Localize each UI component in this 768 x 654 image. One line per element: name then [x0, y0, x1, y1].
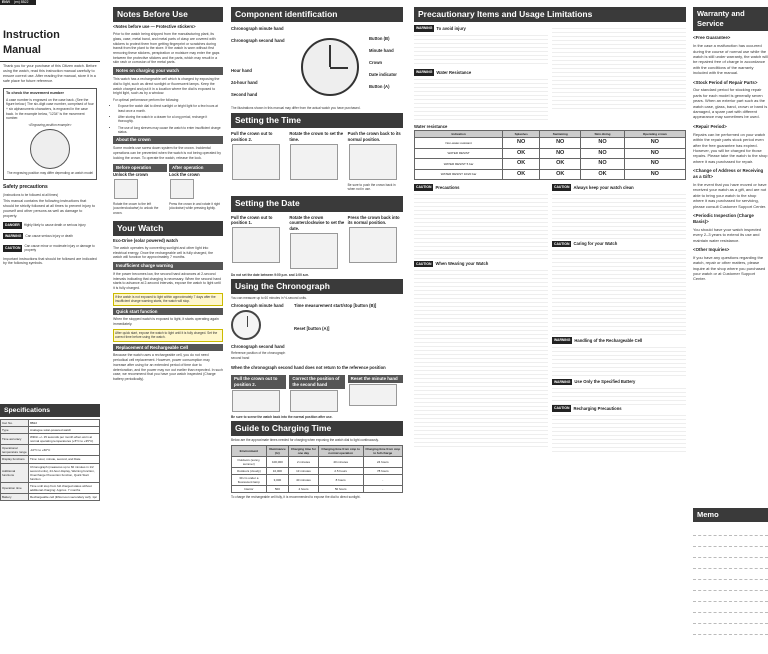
caution-badge-5: CAUTION — [554, 406, 570, 411]
engraving-caption: <Engraving position example> — [28, 122, 72, 127]
correction-step-1 — [231, 373, 286, 413]
column-intro — [0, 0, 100, 499]
chronograph-instructions — [294, 303, 403, 362]
caution-badge-4: CAUTION — [554, 241, 570, 246]
chronograph-watch-illustration — [231, 310, 261, 340]
specified-battery-row — [552, 379, 686, 386]
optimal-performance-text: For optimal performance perform the following: — [113, 97, 180, 102]
label-24-hour-hand: 24-hour hand — [231, 80, 258, 86]
time-side-note: Be sure to push the crown back in when not in use. — [347, 182, 396, 191]
charging-cell: - — [363, 486, 402, 493]
charging-cell: 2 minutes — [289, 456, 319, 467]
charging-row — [232, 456, 403, 467]
time-step-2 — [289, 131, 344, 193]
correction-step-1-image — [232, 390, 280, 412]
safety-header: Safety precautions — [3, 184, 48, 191]
charging-cell: 24 hours — [363, 456, 402, 467]
time-step-1-image — [232, 144, 280, 180]
label-button-a: Button (A) — [369, 84, 390, 90]
about-crown-text: Some models use screw down system for the crown. Incidental operations can be prevented when the watch is not being operated by locking the crown. To operate the watch, release the lock. — [113, 146, 221, 160]
specifications-table — [0, 419, 100, 501]
time-step-2-image — [290, 144, 338, 180]
danger-row — [3, 221, 97, 229]
date-step-3 — [348, 215, 403, 270]
charging-cell: 40 minutes — [289, 474, 319, 485]
spec-label: Display functions — [1, 456, 29, 463]
quick-start-title: Quick start function — [113, 308, 223, 316]
warning-badge-4: WARNING — [554, 379, 571, 384]
water-col-header: Operating crown — [624, 131, 685, 138]
caution-precautions-row — [414, 184, 548, 191]
avoid-injury-text-block — [414, 32, 548, 67]
charging-row — [232, 474, 403, 485]
water-cell: NO — [581, 148, 624, 158]
charging-row — [232, 486, 403, 493]
intro-text: Thank you for your purchase of this Citizen watch. Before using the watch, read this instruction manual carefully to ensure correct use. After reading the manual, store it in a safe place for future reference. — [3, 63, 97, 83]
warranty-item-text: Repairs can be performed on your watch within the repair parts stock period even after the free guarantee has expired. However, you will be charged for those repairs. Please take the watch to the shop where it was purchased for repair. — [693, 131, 768, 164]
insufficient-charge-title: Insufficient charge warning — [113, 262, 223, 270]
warranty-item-title: <Repair Period> — [693, 123, 727, 129]
spec-label: Cal. No. — [1, 420, 29, 427]
warning-row — [3, 232, 97, 240]
water-cell: OK — [503, 159, 540, 169]
charging-col-header: Charging time from stop to full charge — [363, 445, 402, 456]
date-step-1 — [231, 215, 286, 270]
charging-cell: 4 hours — [289, 486, 319, 493]
date-step-1-label: Pull the crown out to position 1. — [231, 214, 273, 226]
water-resistance-title: Water Resistance — [436, 69, 472, 75]
charging-cell: 500 — [266, 486, 289, 493]
spec-value: Within +/- 15 seconds per month when worn at normal operating temperatures (+5°C to +35°C) — [29, 434, 100, 445]
time-step-3-label: Push the crown back to its normal position. — [347, 131, 401, 142]
check-movement-text: A case number is engraved on the case back. (See the figure below.) The six-digit case number, comprised of four + six alphanumeric characters, is engraved in the case back. In the example below, "1234" is the movement number. — [6, 97, 94, 121]
lock-crown-title: Lock the crown — [169, 172, 200, 178]
water-row-label: WATER RESIST 5 bar — [415, 159, 503, 169]
warranty-item-title: <Periodic Inspection (Charge Basis)> — [693, 212, 754, 224]
charging-cell: 30 cm under a fluorescent lamp — [232, 474, 267, 485]
water-cell: NO — [503, 138, 540, 148]
keep-clean-title: Always keep your watch clean — [573, 184, 634, 190]
avoid-injury-row — [414, 25, 548, 32]
column-precautions — [414, 0, 686, 452]
replacement-cell-text: Because the watch uses a rechargeable cell, you do not need periodical cell replacement. However, power consumption may increase after using for an extended period of time due to deterioration, and the power may run out earlier than expected. In such case, we recommend that you have your watch inspected (Charge battery periodically). — [113, 353, 223, 382]
time-step-1 — [231, 131, 286, 193]
warning-badge-2: WARNING — [416, 70, 433, 75]
water-table-title: Water resistance — [414, 123, 448, 129]
charging-col-header: Charging time for one day — [289, 445, 319, 456]
chronograph-intro: You can measure up to 60 minutes in ½-second units. — [231, 296, 307, 301]
warning-badge-1: WARNING — [416, 26, 433, 31]
correction-step-3 — [348, 373, 403, 413]
manual-title: Instruction Manual — [0, 25, 100, 62]
warning-badge: WARNING — [5, 233, 22, 238]
specifications-header: Specifications — [0, 404, 100, 417]
warranty-items — [693, 35, 768, 282]
unlock-crown-text: Rotate the crown to the left (counterclockwise) to unlock the crown. — [113, 201, 159, 215]
about-crown-title: About the crown — [113, 136, 223, 144]
spec-row — [1, 434, 100, 445]
spec-value: Time until stop from full charged status without additional charging: Approx. 7 months — [29, 482, 100, 493]
spec-label: Battery — [1, 493, 29, 500]
precautions-top — [414, 25, 686, 120]
water-cell: OK — [540, 169, 581, 179]
warranty-item-text: You should have your watch inspected every 2–3 years to extend its use and maintain water resistance. — [693, 226, 762, 243]
insufficient-charge-text: If the power becomes low, the second hand advances at 2-second intervals indicating that charging is necessary. When the second hand starts to advance at 2-second intervals, expose the watch to light until it is fully charged. — [113, 272, 222, 291]
spec-label: Time accuracy — [1, 434, 29, 445]
bullet-item: • After storing the watch in a drawer for a long period, recharge it thoroughly. — [118, 115, 223, 124]
charging-cell: Outdoors (cloudy) — [232, 467, 267, 474]
water-cell: NO — [624, 148, 685, 158]
rechargeable-cell-row — [552, 337, 686, 344]
crown-operations — [113, 162, 223, 217]
bullet-item: • Expose the watch dial to direct sunlight or bright light for a few hours at least once a month. — [118, 104, 223, 113]
label-date-indicator: Date indicator — [369, 72, 397, 78]
recharging-precautions-text — [552, 412, 686, 452]
keep-clean-row — [552, 184, 686, 191]
caring-row — [552, 241, 686, 248]
warning-text: Can cause serious injury or death — [25, 233, 73, 238]
precautions-right — [552, 25, 686, 120]
water-row-label: WATER RESIST 10/20 bar — [415, 169, 503, 179]
water-row — [415, 169, 686, 179]
correction-step-3-label: Reset the minute hand — [348, 375, 403, 383]
case-back-illustration — [30, 129, 70, 169]
caution-badge-1: CAUTION — [416, 185, 432, 190]
water-cell: NO — [581, 159, 624, 169]
before-operation-title: Before operation — [113, 164, 167, 172]
time-step-1-label: Pull the crown out to position 2. — [231, 131, 273, 142]
date-step-1-image — [232, 227, 280, 263]
correction-step-3-image — [349, 384, 397, 406]
label-chronograph-second-hand: Chronograph second hand — [231, 38, 285, 44]
memo-lines — [693, 525, 768, 635]
measure-start-stop-title: Time measurement start/stop [button (B)] — [294, 302, 377, 308]
spec-row — [1, 482, 100, 493]
specifications-section — [0, 404, 100, 501]
water-row — [415, 148, 686, 158]
charging-cell: 2.5 hours — [318, 467, 363, 474]
replacement-cell-title: Replacement of Rechargeable Cell — [113, 344, 223, 352]
water-col-header: Swimming — [540, 131, 581, 138]
chronograph-reference-label: Reference position of the chronograph second hand — [231, 351, 286, 360]
charging-guide-header: Guide to Charging Time — [231, 421, 403, 436]
recharging-precautions-row — [552, 405, 686, 412]
date-step-2-label: Rotate the crown counterclockwise to set the date. — [289, 214, 345, 232]
bullet-item: • The use of long sleeves may cause the watch to enter insufficient charge status. — [118, 126, 223, 135]
charging-cell: 3,000 — [266, 474, 289, 485]
charging-cell: 8 hours — [318, 474, 363, 485]
correction-step-2-image — [290, 390, 338, 412]
time-step-2-label: Rotate the crown to set the time. — [289, 131, 344, 142]
water-cell: OK — [503, 148, 540, 158]
danger-text: Highly likely to cause death or serious injury — [23, 223, 86, 228]
spec-value: Time: Hour, minute, second, and Date — [29, 456, 100, 463]
optimal-bullets — [113, 104, 223, 134]
charging-col-header: Environment — [232, 445, 267, 456]
reset-title: Reset [button (A)] — [294, 326, 330, 332]
warranty-header: Warranty and Service — [693, 7, 768, 31]
quick-start-note: After quick start, expose the watch to light until it is fully charged. Set the correct time before using the watch. — [113, 329, 223, 342]
label-minute-hand: Minute hand — [369, 48, 394, 54]
time-step-3 — [348, 131, 403, 193]
spec-value: 8B22 — [29, 420, 100, 427]
movement-number-box — [3, 88, 97, 181]
protective-stickers-text: Prior to the watch being shipped from the manufacturing plant, its glass, case, metal band, and metal parts of clasp are covered with stickers to protect them from getting fingerprint or scratches during transit from the plant to the store. If the watch is worn without first removing these stickers, perspiration or moisture may enter the gaps between the protective stickers and the parts, which may result in a skin rash or corrosion of the metal parts. — [113, 32, 220, 65]
symbols-note: Important instructions that should be followed are indicated by the following symbols. — [3, 256, 97, 266]
chronograph-labels — [231, 303, 291, 362]
column-warranty — [693, 0, 768, 519]
water-cell: NO — [624, 169, 685, 179]
component-identification-header: Component identification — [231, 7, 403, 22]
water-resistance-row — [414, 69, 548, 76]
date-step-2-image — [290, 233, 338, 269]
warning-badge-3: WARNING — [554, 338, 571, 343]
eco-drive-title: Eco-Drive (solar powered) watch — [113, 238, 178, 244]
caring-title: Caring for your Watch — [573, 241, 618, 247]
setting-date-header: Setting the Date — [231, 196, 403, 211]
chronograph-caution-title: When the chronograph second hand does not return to the reference position — [231, 365, 386, 371]
water-cell: NO — [581, 138, 624, 148]
spec-row — [1, 420, 100, 427]
chronograph-minute-label: Chronograph minute hand — [231, 302, 284, 308]
water-row — [415, 159, 686, 169]
warranty-item-text: In the event that you have moved or have received your watch as a gift, and are not able to bring your watch to the shop where it was purchased for servicing, please consult Customer Support Center. — [693, 181, 767, 209]
water-row-label: Non-water-resistant — [415, 138, 503, 148]
after-operation-title: After operation — [169, 164, 223, 172]
avoid-injury-title: To avoid injury — [436, 25, 466, 31]
time-step-3-image — [349, 144, 397, 180]
chronograph-footer: Be sure to screw the watch back into the normal position after use. — [231, 414, 333, 419]
warranty-item-title: <Other Inquiries> — [693, 246, 730, 252]
warranty-item-text: Our standard period for stocking repair parts for each model is generally seven years. When an exterior part such as the watch case, glass, band, crown or band is damaged, a spare part with different appearance may sometimes be used. — [693, 87, 768, 120]
spec-row — [1, 463, 100, 482]
caution-precautions-text — [414, 191, 548, 261]
caution-text: Can cause minor or moderate injury or damage to property — [24, 243, 95, 253]
water-cell: NO — [540, 148, 581, 158]
precautions-header: Precautionary Items and Usage Limitations — [414, 7, 686, 22]
spec-row — [1, 445, 100, 456]
spec-label: Operation time — [1, 482, 29, 493]
specified-battery-title: Use Only the Specified Battery — [574, 379, 636, 385]
charging-col-header: Illuminance (lx) — [266, 445, 289, 456]
charging-cell: Interior — [232, 486, 267, 493]
unlock-crown-title: Unlock the crown — [113, 172, 148, 178]
label-button-b: Button (B) — [369, 36, 390, 42]
charging-cell: 78 hours — [363, 467, 402, 474]
engraving-note: The engraving position may differ depending on watch model — [6, 171, 94, 176]
charging-row — [232, 467, 403, 474]
label-second-hand: Second hand — [231, 92, 258, 98]
water-row — [415, 138, 686, 148]
insufficient-charge-note: If the watch is not exposed to light within approximately 7 days after the insufficient charge warning starts, the watch will stop. — [113, 293, 223, 306]
correction-step-2 — [289, 373, 344, 413]
charging-notes-text: This watch has a rechargeable cell which is charged by exposing the dial to light, such as direct sunlight or fluorescent lamps. Keep the watch charged and put it in a location where the dial is exposed to bright light, such as by a window. — [113, 77, 220, 96]
danger-badge: DANGER — [5, 223, 20, 228]
water-cell: OK — [581, 169, 624, 179]
keep-clean-text — [552, 191, 686, 241]
lock-crown-image — [170, 179, 194, 199]
before-operation — [113, 162, 167, 217]
date-step-2 — [289, 215, 344, 270]
eco-drive-text: The watch operates by converting sunlight and other light into electrical energy. Once the rechargeable cell is fully charged, the watch will function for approximately 7 months. — [113, 245, 214, 260]
spec-value: Chronograph (measures up to 60 minutes in 1/2 second units), 24-hour display, Warning function, Overcharge Prevention function, Quick Start function — [29, 463, 100, 482]
water-cell: NO — [540, 138, 581, 148]
spec-row — [1, 427, 100, 434]
caring-text — [552, 247, 686, 337]
spec-label: Type — [1, 427, 29, 434]
correction-step-2-label: Correct the position of the second hand — [289, 375, 344, 389]
charging-cell: 50 hours — [318, 486, 363, 493]
precautions-bottom — [414, 184, 686, 452]
warranty-item-text: In the case a malfunction has occurred during the course of normal use while the watch is still under warranty, the watch will be repaired free of charge in accordance with the conditions of the warranty included with the manual. — [693, 43, 768, 76]
charging-intro: Below are the approximate times needed for charging when exposing the watch dial to light continuously. — [231, 438, 379, 443]
setting-date-steps — [231, 215, 403, 270]
water-col-header: Skin diving — [581, 131, 624, 138]
safety-section — [3, 184, 97, 266]
water-cell: OK — [540, 159, 581, 169]
your-watch-header: Your Watch — [113, 221, 223, 236]
caution-badge-2: CAUTION — [416, 261, 432, 266]
specified-battery-text — [552, 385, 686, 405]
column-notes — [113, 0, 223, 384]
charging-cell: 100,000 — [266, 456, 289, 467]
water-cell: NO — [624, 138, 685, 148]
setting-time-steps — [231, 131, 403, 193]
date-warning: Do not set the date between 9:00 p.m. and 1:00 a.m. — [231, 272, 310, 277]
label-crown: Crown — [369, 60, 383, 66]
warranty-item-title: <Change of Address or Receiving as a Gift> — [693, 168, 764, 180]
warranty-item-text: If you have any questions regarding the watch, repair or other matters, please inquire at the shop where you purchased your watch or at Customer Support Center. — [693, 254, 766, 282]
recharging-precautions-title: Recharging Precautions — [573, 405, 622, 411]
when-wearing-text — [414, 267, 548, 447]
water-cell: NO — [624, 159, 685, 169]
when-wearing-row — [414, 261, 548, 268]
check-movement-header: To check the movement number — [6, 90, 64, 95]
watch-face-illustration — [301, 38, 359, 96]
component-diagram — [231, 22, 403, 104]
quick-start-text: When the stopped watch is exposed to light, it starts operating again immediately. — [113, 317, 219, 327]
water-resistance-text-block — [414, 76, 548, 121]
model-number: (en) 8B22 — [14, 0, 29, 4]
label-hour-hand: Hour hand — [231, 68, 252, 74]
safety-sub: (Instructions to be followed at all times) — [3, 193, 59, 198]
precautions-bottom-left — [414, 184, 548, 452]
caution-badge-3: CAUTION — [554, 185, 570, 190]
column-setting — [231, 0, 403, 501]
charging-cell: 10,000 — [266, 467, 289, 474]
charging-cell: - — [363, 474, 402, 485]
water-resistance-table — [414, 130, 686, 180]
water-cell: OK — [503, 169, 540, 179]
protective-stickers-title: <Notes before use — Protective stickers> — [113, 24, 196, 30]
warranty-item-title: <Free Guarantee> — [693, 35, 731, 41]
when-wearing-title: When Wearing your Watch — [435, 261, 489, 267]
water-col-header: Indication — [415, 131, 503, 138]
spec-row — [1, 493, 100, 500]
precautions-bottom-right — [552, 184, 686, 452]
label-chronograph-minute-hand: Chronograph minute hand — [231, 26, 284, 32]
charging-cell: 13 minutes — [289, 467, 319, 474]
spec-label: Operational temperature range — [2, 446, 27, 455]
correction-step-1-label: Pull the crown out to position 2. — [231, 375, 286, 389]
notes-before-use-header: Notes Before Use — [113, 7, 223, 22]
memo-header: Memo — [693, 508, 768, 522]
caution-precautions-title: Precautions — [435, 184, 460, 190]
charging-note: To charge the rechargeable cell fully, it is recommended to expose the dial to direct sunlight. — [231, 495, 361, 500]
charging-cell: 40 minutes — [318, 456, 363, 467]
water-resistance-detail-block — [552, 25, 686, 110]
charging-cell: Outdoors (sunny, summer) — [232, 456, 267, 467]
caution-badge: CAUTION — [5, 245, 21, 250]
spec-value: Analogue solar-powered watch — [29, 427, 100, 434]
rechargeable-cell-text — [552, 344, 686, 379]
water-row-label: WATER RESIST — [415, 148, 503, 158]
chronograph-header: Using the Chronograph — [231, 279, 403, 294]
charging-col-header: Charging time from stop to normal operation — [318, 445, 363, 456]
component-note: The illustrations shown in this manual may differ from the actual watch you have purchased. — [231, 106, 361, 111]
chronograph-diagram — [231, 303, 403, 362]
date-step-3-label: Press the crown back into its normal position. — [347, 214, 400, 226]
safety-text: This manual contains the following instructions that should be strictly followed at all times to prevent injury to yourself and other persons as well as damage to property. — [3, 199, 96, 219]
unlock-crown-image — [114, 179, 138, 199]
date-step-3-image — [349, 227, 397, 263]
spec-value: -10°C to +60°C — [29, 445, 100, 456]
spec-label: Additional functions — [1, 463, 29, 482]
caution-row — [3, 242, 97, 255]
charging-notes-title: Notes on charging your watch — [113, 67, 223, 75]
chronograph-correction-steps — [231, 373, 403, 413]
charging-table — [231, 445, 403, 493]
after-operation — [169, 162, 223, 217]
lock-crown-text: Press the crown in and rotate it right (clockwise) while pressing lightly. — [169, 201, 221, 211]
warranty-item-title: <Stock Period of Repair Parts> — [693, 79, 758, 85]
precautions-left — [414, 25, 548, 120]
setting-time-header: Setting the Time — [231, 113, 403, 128]
rechargeable-cell-title: Handling of the Rechargeable Cell — [574, 337, 643, 343]
model-tag-text: ENVI — [2, 0, 10, 4]
spec-value: Rechargeable cell (lithium-ion secondary cell), 1pc — [29, 493, 100, 500]
water-col-header: Splashes — [503, 131, 540, 138]
chronograph-second-label: Chronograph second hand — [231, 343, 285, 349]
spec-row — [1, 456, 100, 463]
